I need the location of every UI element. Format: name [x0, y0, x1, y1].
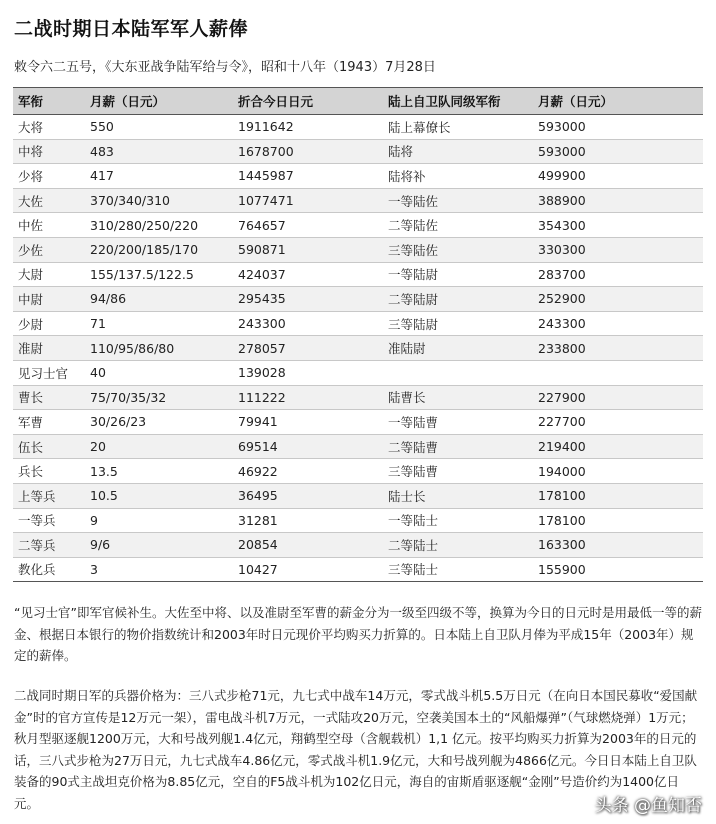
rank-cell: 准尉 [13, 336, 85, 361]
source-citation: 敕令六二五号，《大东亚战争陆军给与令》，昭和十八年（1943）7月28日 [14, 60, 436, 75]
table-row [13, 434, 703, 459]
table-row [13, 483, 703, 508]
table-row [13, 410, 703, 435]
rank-cell: 兵长 [13, 459, 85, 484]
rank-cell: 军曹 [13, 410, 85, 435]
header-jgsdf-salary: 月薪（日元） [533, 88, 703, 115]
rank-cell: 中佐 [13, 213, 85, 238]
rank-cell: 曹长 [13, 385, 85, 410]
rank-cell: 少尉 [13, 311, 85, 336]
today-yen-cell: 1678700 [233, 139, 383, 164]
monthly-salary-cell: 155/137.5/122.5 [85, 262, 233, 287]
jgsdf-salary-cell: 194000 [533, 459, 703, 484]
today-yen-cell: 31281 [233, 508, 383, 533]
today-yen-cell: 139028 [233, 360, 383, 385]
rank-cell: 少将 [13, 164, 85, 189]
table-row [13, 336, 703, 361]
jgsdf-rank-cell: 陆上幕僚长 [383, 115, 533, 140]
table-row [13, 557, 703, 582]
table-row [13, 139, 703, 164]
rank-cell: 见习士官 [13, 360, 85, 385]
table-row [13, 287, 703, 312]
today-yen-cell: 764657 [233, 213, 383, 238]
rank-cell: 中尉 [13, 287, 85, 312]
header-rank: 军衔 [13, 88, 85, 115]
today-yen-cell: 295435 [233, 287, 383, 312]
monthly-salary-cell: 10.5 [85, 483, 233, 508]
monthly-salary-cell: 9/6 [85, 533, 233, 558]
rank-cell: 大将 [13, 115, 85, 140]
table-row [13, 262, 703, 287]
today-yen-cell: 1445987 [233, 164, 383, 189]
monthly-salary-cell: 483 [85, 139, 233, 164]
jgsdf-rank-cell: 三等陆士 [383, 557, 533, 582]
salary-table [13, 87, 703, 582]
jgsdf-rank-cell: 一等陆曹 [383, 410, 533, 435]
jgsdf-salary-cell: 283700 [533, 262, 703, 287]
jgsdf-salary-cell: 499900 [533, 164, 703, 189]
jgsdf-rank-cell: 三等陆尉 [383, 311, 533, 336]
jgsdf-salary-cell: 227700 [533, 410, 703, 435]
monthly-salary-cell: 370/340/310 [85, 188, 233, 213]
jgsdf-rank-cell: 陆曹长 [383, 385, 533, 410]
table-row [13, 508, 703, 533]
table-row [13, 188, 703, 213]
today-yen-cell: 278057 [233, 336, 383, 361]
monthly-salary-cell: 110/95/86/80 [85, 336, 233, 361]
jgsdf-salary-cell: 178100 [533, 483, 703, 508]
jgsdf-rank-cell: 陆士长 [383, 483, 533, 508]
rank-cell: 上等兵 [13, 483, 85, 508]
table-row [13, 237, 703, 262]
note-paragraph-2: 二战同时期日军的兵器价格为：三八式步枪71元，九七式中战车14万元，零式战斗机5.5万日元（在向日本国民募收“爱国献金”时的官方宣传是12万元一架），雷电战斗机7万元，一式陆攻20万元，空袭美国本土的“风船爆弹”（气球燃烧弹）1万元；秋月型驱逐舰1200万元，大和号战列舰1.4亿元，翔鹤型空母（含舰载机）1,1 亿元。按平均购买力折算为2003年的日元的话，三八式步枪为27万日元，九七式战车4.86亿元，零式战斗机1.9亿元，大和号战列舰为4866亿元。今日日本陆上自卫队装备的90式主战坦克价格为8.85亿元，空自的F5战斗机为102亿日元，海自的宙斯盾驱逐舰“金刚”号造价约为1400亿日元。 [14, 688, 698, 811]
header-jgsdf-rank: 陆上自卫队同级军衔 [383, 88, 533, 115]
jgsdf-salary-cell: 219400 [533, 434, 703, 459]
today-yen-cell: 243300 [233, 311, 383, 336]
today-yen-cell: 424037 [233, 262, 383, 287]
jgsdf-rank-cell: 准陆尉 [383, 336, 533, 361]
monthly-salary-cell: 310/280/250/220 [85, 213, 233, 238]
jgsdf-rank-cell: 二等陆尉 [383, 287, 533, 312]
jgsdf-rank-cell: 二等陆士 [383, 533, 533, 558]
monthly-salary-cell: 30/26/23 [85, 410, 233, 435]
jgsdf-rank-cell: 一等陆士 [383, 508, 533, 533]
page-title: 二战时期日本陆军军人薪俸 [14, 18, 249, 40]
jgsdf-rank-cell: 三等陆佐 [383, 237, 533, 262]
jgsdf-salary-cell: 233800 [533, 336, 703, 361]
today-yen-cell: 36495 [233, 483, 383, 508]
jgsdf-rank-cell: 二等陆曹 [383, 434, 533, 459]
monthly-salary-cell: 40 [85, 360, 233, 385]
watermark: 头条 @鱼知否 [594, 796, 702, 816]
today-yen-cell: 111222 [233, 385, 383, 410]
monthly-salary-cell: 417 [85, 164, 233, 189]
monthly-salary-cell: 94/86 [85, 287, 233, 312]
table-row [13, 311, 703, 336]
today-yen-cell: 10427 [233, 557, 383, 582]
rank-cell: 二等兵 [13, 533, 85, 558]
table-body [13, 115, 703, 582]
monthly-salary-cell: 3 [85, 557, 233, 582]
jgsdf-rank-cell: 一等陆尉 [383, 262, 533, 287]
jgsdf-salary-cell: 593000 [533, 139, 703, 164]
today-yen-cell: 1911642 [233, 115, 383, 140]
monthly-salary-cell: 220/200/185/170 [85, 237, 233, 262]
monthly-salary-cell: 9 [85, 508, 233, 533]
table-row [13, 164, 703, 189]
jgsdf-salary-cell: 155900 [533, 557, 703, 582]
table-row [13, 115, 703, 140]
monthly-salary-cell: 13.5 [85, 459, 233, 484]
monthly-salary-cell: 71 [85, 311, 233, 336]
jgsdf-salary-cell: 163300 [533, 533, 703, 558]
table-row [13, 385, 703, 410]
rank-cell: 大尉 [13, 262, 85, 287]
jgsdf-salary-cell [533, 360, 703, 385]
note-paragraph-1: “见习士官”即军官候补生。大佐至中将、以及准尉至军曹的薪金分为一级至四级不等，换算为今日的日元时是用最低一等的薪金、根据日本银行的物价指数统计和2003年时日元现价平均购买力折算的。日本陆上自卫队月俸为平成15年（2003年）规定的薪俸。 [14, 605, 702, 663]
table-row [13, 459, 703, 484]
jgsdf-salary-cell: 178100 [533, 508, 703, 533]
jgsdf-salary-cell: 388900 [533, 188, 703, 213]
jgsdf-rank-cell: 三等陆曹 [383, 459, 533, 484]
jgsdf-salary-cell: 243300 [533, 311, 703, 336]
jgsdf-salary-cell: 252900 [533, 287, 703, 312]
table-row [13, 360, 703, 385]
today-yen-cell: 79941 [233, 410, 383, 435]
jgsdf-rank-cell: 陆将 [383, 139, 533, 164]
monthly-salary-cell: 75/70/35/32 [85, 385, 233, 410]
jgsdf-salary-cell: 330300 [533, 237, 703, 262]
jgsdf-rank-cell [383, 360, 533, 385]
jgsdf-rank-cell: 陆将补 [383, 164, 533, 189]
header-today-yen: 折合今日日元 [233, 88, 383, 115]
today-yen-cell: 69514 [233, 434, 383, 459]
jgsdf-salary-cell: 593000 [533, 115, 703, 140]
jgsdf-salary-cell: 354300 [533, 213, 703, 238]
rank-cell: 少佐 [13, 237, 85, 262]
today-yen-cell: 1077471 [233, 188, 383, 213]
table-row [13, 533, 703, 558]
table-header-row [13, 88, 703, 115]
jgsdf-salary-cell: 227900 [533, 385, 703, 410]
rank-cell: 中将 [13, 139, 85, 164]
monthly-salary-cell: 20 [85, 434, 233, 459]
jgsdf-rank-cell: 二等陆佐 [383, 213, 533, 238]
today-yen-cell: 590871 [233, 237, 383, 262]
header-monthly-salary: 月薪（日元） [85, 88, 233, 115]
rank-cell: 一等兵 [13, 508, 85, 533]
rank-cell: 教化兵 [13, 557, 85, 582]
jgsdf-rank-cell: 一等陆佐 [383, 188, 533, 213]
rank-cell: 大佐 [13, 188, 85, 213]
today-yen-cell: 46922 [233, 459, 383, 484]
monthly-salary-cell: 550 [85, 115, 233, 140]
table-row [13, 213, 703, 238]
rank-cell: 伍长 [13, 434, 85, 459]
today-yen-cell: 20854 [233, 533, 383, 558]
